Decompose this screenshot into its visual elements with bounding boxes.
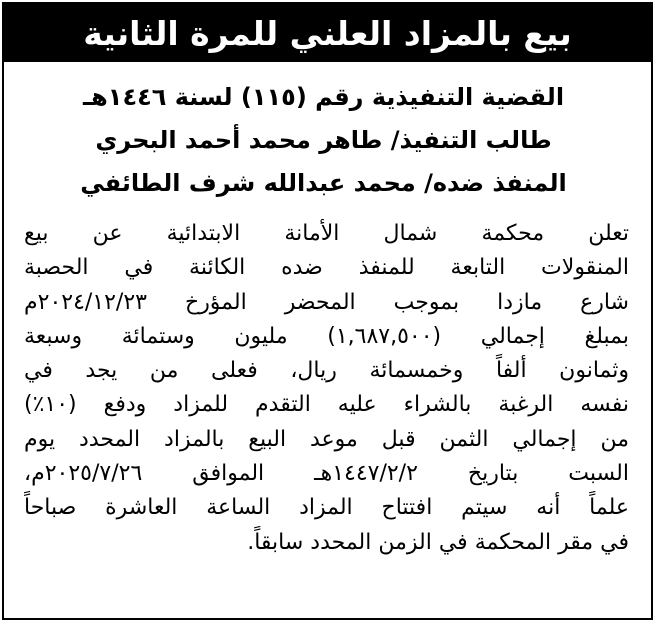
body-line: المنقولات التابعة للمنفذ ضده الكائنة في الحصبة xyxy=(24,255,629,281)
body-line: من إجمالي الثمن قبل موعد البيع بالمزاد المحدد يوم xyxy=(24,426,629,452)
body-line: تعلن محكمة شمال الأمانة الابتدائية عن بيع xyxy=(24,221,629,246)
body-line: بمبلغ إجمالي (١,٦٨٧,٥٠٠) مليون وستمائة وسبعة xyxy=(24,323,629,349)
body-line: شارع مازدا بموجب المحضر المؤرخ ٢٠٢٤/١٢/٢٣م xyxy=(24,289,629,315)
body-line: علماً أنه سيتم افتتاح المزاد الساعة العاشرة صباحاً xyxy=(24,495,629,521)
body-line: في مقر المحكمة في الزمن المحدد سابقاً. xyxy=(247,529,629,555)
case-details xyxy=(4,76,651,205)
claimant: طالب التنفيذ/ طاهر محمد أحمد البحري xyxy=(95,126,552,154)
body-line: وثمانون ألفاً وخمسمائة ريال، فعلى من يجد في xyxy=(24,358,629,384)
auction-notice xyxy=(2,2,653,620)
body-line: السبت بتاريخ ١٤٤٧/٢/٢هـ الموافق ٢٠٢٥/٧/٢٦م، xyxy=(24,461,629,487)
defendant: المنفذ ضده/ محمد عبدالله شرف الطائفي xyxy=(80,169,567,197)
notice-title: بيع بالمزاد العلني للمرة الثانية xyxy=(4,4,651,62)
case-number: القضية التنفيذية رقم (١١٥) لسنة ١٤٤٦هـ xyxy=(82,83,565,111)
body-line: نفسه الرغبة بالشراء عليه التقدم للمزاد ودفع (١٠٪) xyxy=(24,392,629,418)
notice-body xyxy=(4,217,651,560)
